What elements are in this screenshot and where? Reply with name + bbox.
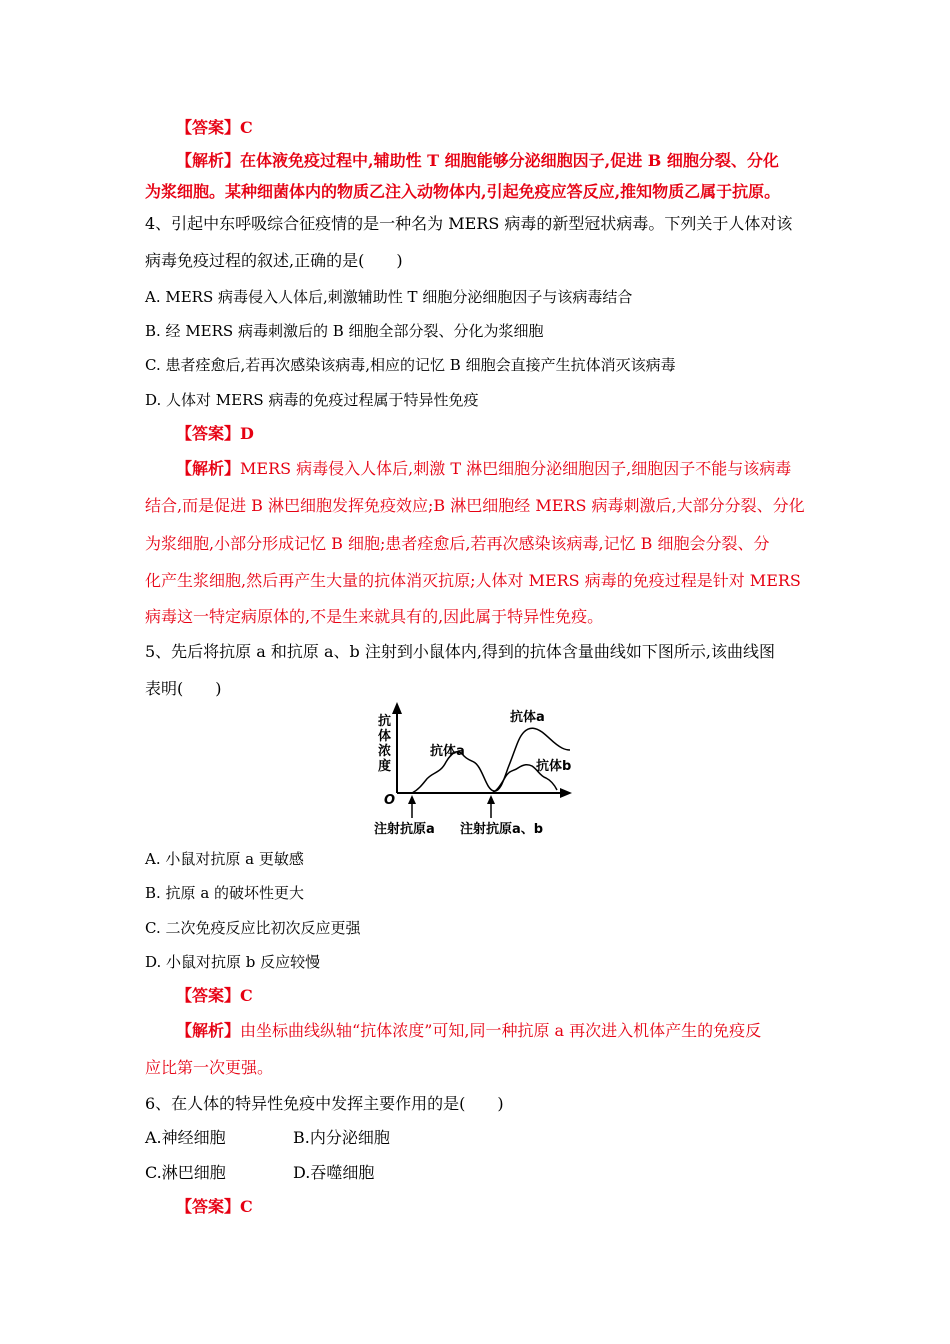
analysis-text: 在体液免疫过程中,辅助性 T 细胞能够分泌细胞因子,促进 B 细胞分裂、分化: [240, 151, 779, 170]
question-stem: 4、引起中东呼吸综合征疫情的是一种名为 MERS 病毒的新型冠状病毒。下列关于人体对该: [145, 214, 793, 233]
analysis-tag: 【解析】: [176, 1021, 241, 1040]
analysis-text: 为浆细胞。某种细菌体内的物质乙注入动物体内,引起免疫应答反应,推知物质乙属于抗原。: [145, 182, 781, 201]
option-a: A. 小鼠对抗原 a 更敏感: [145, 850, 304, 868]
option-b: B.内分泌细胞: [293, 1128, 390, 1147]
option-row: [145, 1163, 226, 1183]
answer-tag: 【答案】: [176, 118, 241, 137]
option-d: D. 人体对 MERS 病毒的免疫过程属于特异性免疫: [145, 391, 479, 409]
analysis-text: 应比第一次更强。: [145, 1058, 274, 1077]
y-axis-label: [378, 713, 396, 774]
option-row: [145, 1128, 226, 1148]
answer-value: C: [240, 1197, 253, 1216]
option-d: D.吞噬细胞: [293, 1163, 375, 1182]
answer-line: [176, 986, 253, 1006]
answer-value: D: [240, 424, 254, 443]
y-axis-label-char: 浓: [378, 744, 392, 759]
answer-tag: 【答案】: [176, 424, 241, 443]
option-a: A.神经细胞: [145, 1128, 226, 1147]
analysis-tag: 【解析】: [176, 459, 241, 478]
answer-value: C: [240, 986, 253, 1005]
antibody-concentration-figure: [360, 700, 590, 840]
answer-line: [176, 118, 253, 138]
injection-arrow-1-head: [408, 795, 416, 804]
question-stem: 表明( ): [145, 679, 222, 698]
answer-line: [176, 1197, 253, 1217]
x-axis-arrow: [560, 788, 572, 798]
option-c: C.淋巴细胞: [145, 1163, 226, 1182]
injection-arrow-2-head: [487, 795, 495, 804]
label-antibody-a-first: 抗体a: [430, 744, 465, 759]
label-antibody-b: 抗体b: [536, 759, 572, 774]
analysis-text: 病毒这一特定病原体的,不是生来就具有的,因此属于特异性免疫。: [145, 607, 604, 626]
analysis-text: 为浆细胞,小部分形成记忆 B 细胞;患者痊愈后,若再次感染该病毒,记忆 B 细胞会分裂、分: [145, 534, 770, 553]
option-b: B. 抗原 a 的破坏性更大: [145, 884, 305, 902]
analysis-text: 结合,而是促进 B 淋巴细胞发挥免疫效应;B 淋巴细胞经 MERS 病毒刺激后,大部分分裂、分化: [145, 496, 805, 515]
analysis-line: [176, 1021, 761, 1041]
option-d: D. 小鼠对抗原 b 反应较慢: [145, 953, 321, 971]
question-stem: 5、先后将抗原 a 和抗原 a、b 注射到小鼠体内,得到的抗体含量曲线如下图所示,该曲线图: [145, 642, 776, 661]
answer-value: C: [240, 118, 253, 137]
option-c: C. 患者痊愈后,若再次感染该病毒,相应的记忆 B 细胞会直接产生抗体消灭该病毒: [145, 356, 676, 374]
y-axis-arrow: [392, 702, 402, 714]
analysis-line: [176, 459, 791, 479]
analysis-line: [176, 151, 779, 171]
y-axis-label-char: 抗: [378, 714, 392, 729]
option-b: B. 经 MERS 病毒刺激后的 B 细胞全部分裂、分化为浆细胞: [145, 322, 544, 340]
answer-tag: 【答案】: [176, 1197, 241, 1216]
answer-line: [176, 424, 254, 444]
answer-tag: 【答案】: [176, 986, 241, 1005]
label-antibody-a-second: 抗体a: [510, 710, 545, 725]
option-a: A. MERS 病毒侵入人体后,刺激辅助性 T 细胞分泌细胞因子与该病毒结合: [145, 288, 633, 306]
analysis-text: 由坐标曲线纵轴“抗体浓度”可知,同一种抗原 a 再次进入机体产生的免疫反: [240, 1021, 762, 1040]
origin-label: O: [384, 793, 396, 808]
question-stem: 6、在人体的特异性免疫中发挥主要作用的是( ): [145, 1094, 504, 1113]
analysis-text: MERS 病毒侵入人体后,刺激 T 淋巴细胞分泌细胞因子,细胞因子不能与该病毒: [240, 459, 792, 478]
label-inject-2: 注射抗原a、b: [460, 822, 544, 837]
y-axis-label-char: 度: [378, 759, 392, 774]
label-inject-1: 注射抗原a: [374, 822, 435, 837]
option-c: C. 二次免疫反应比初次反应更强: [145, 919, 361, 937]
analysis-text: 化产生浆细胞,然后再产生大量的抗体消灭抗原;人体对 MERS 病毒的免疫过程是针对 MERS: [145, 571, 801, 590]
analysis-tag: 【解析】: [176, 151, 241, 170]
y-axis-label-char: 体: [378, 729, 392, 744]
question-stem: 病毒免疫过程的叙述,正确的是( ): [145, 251, 403, 270]
